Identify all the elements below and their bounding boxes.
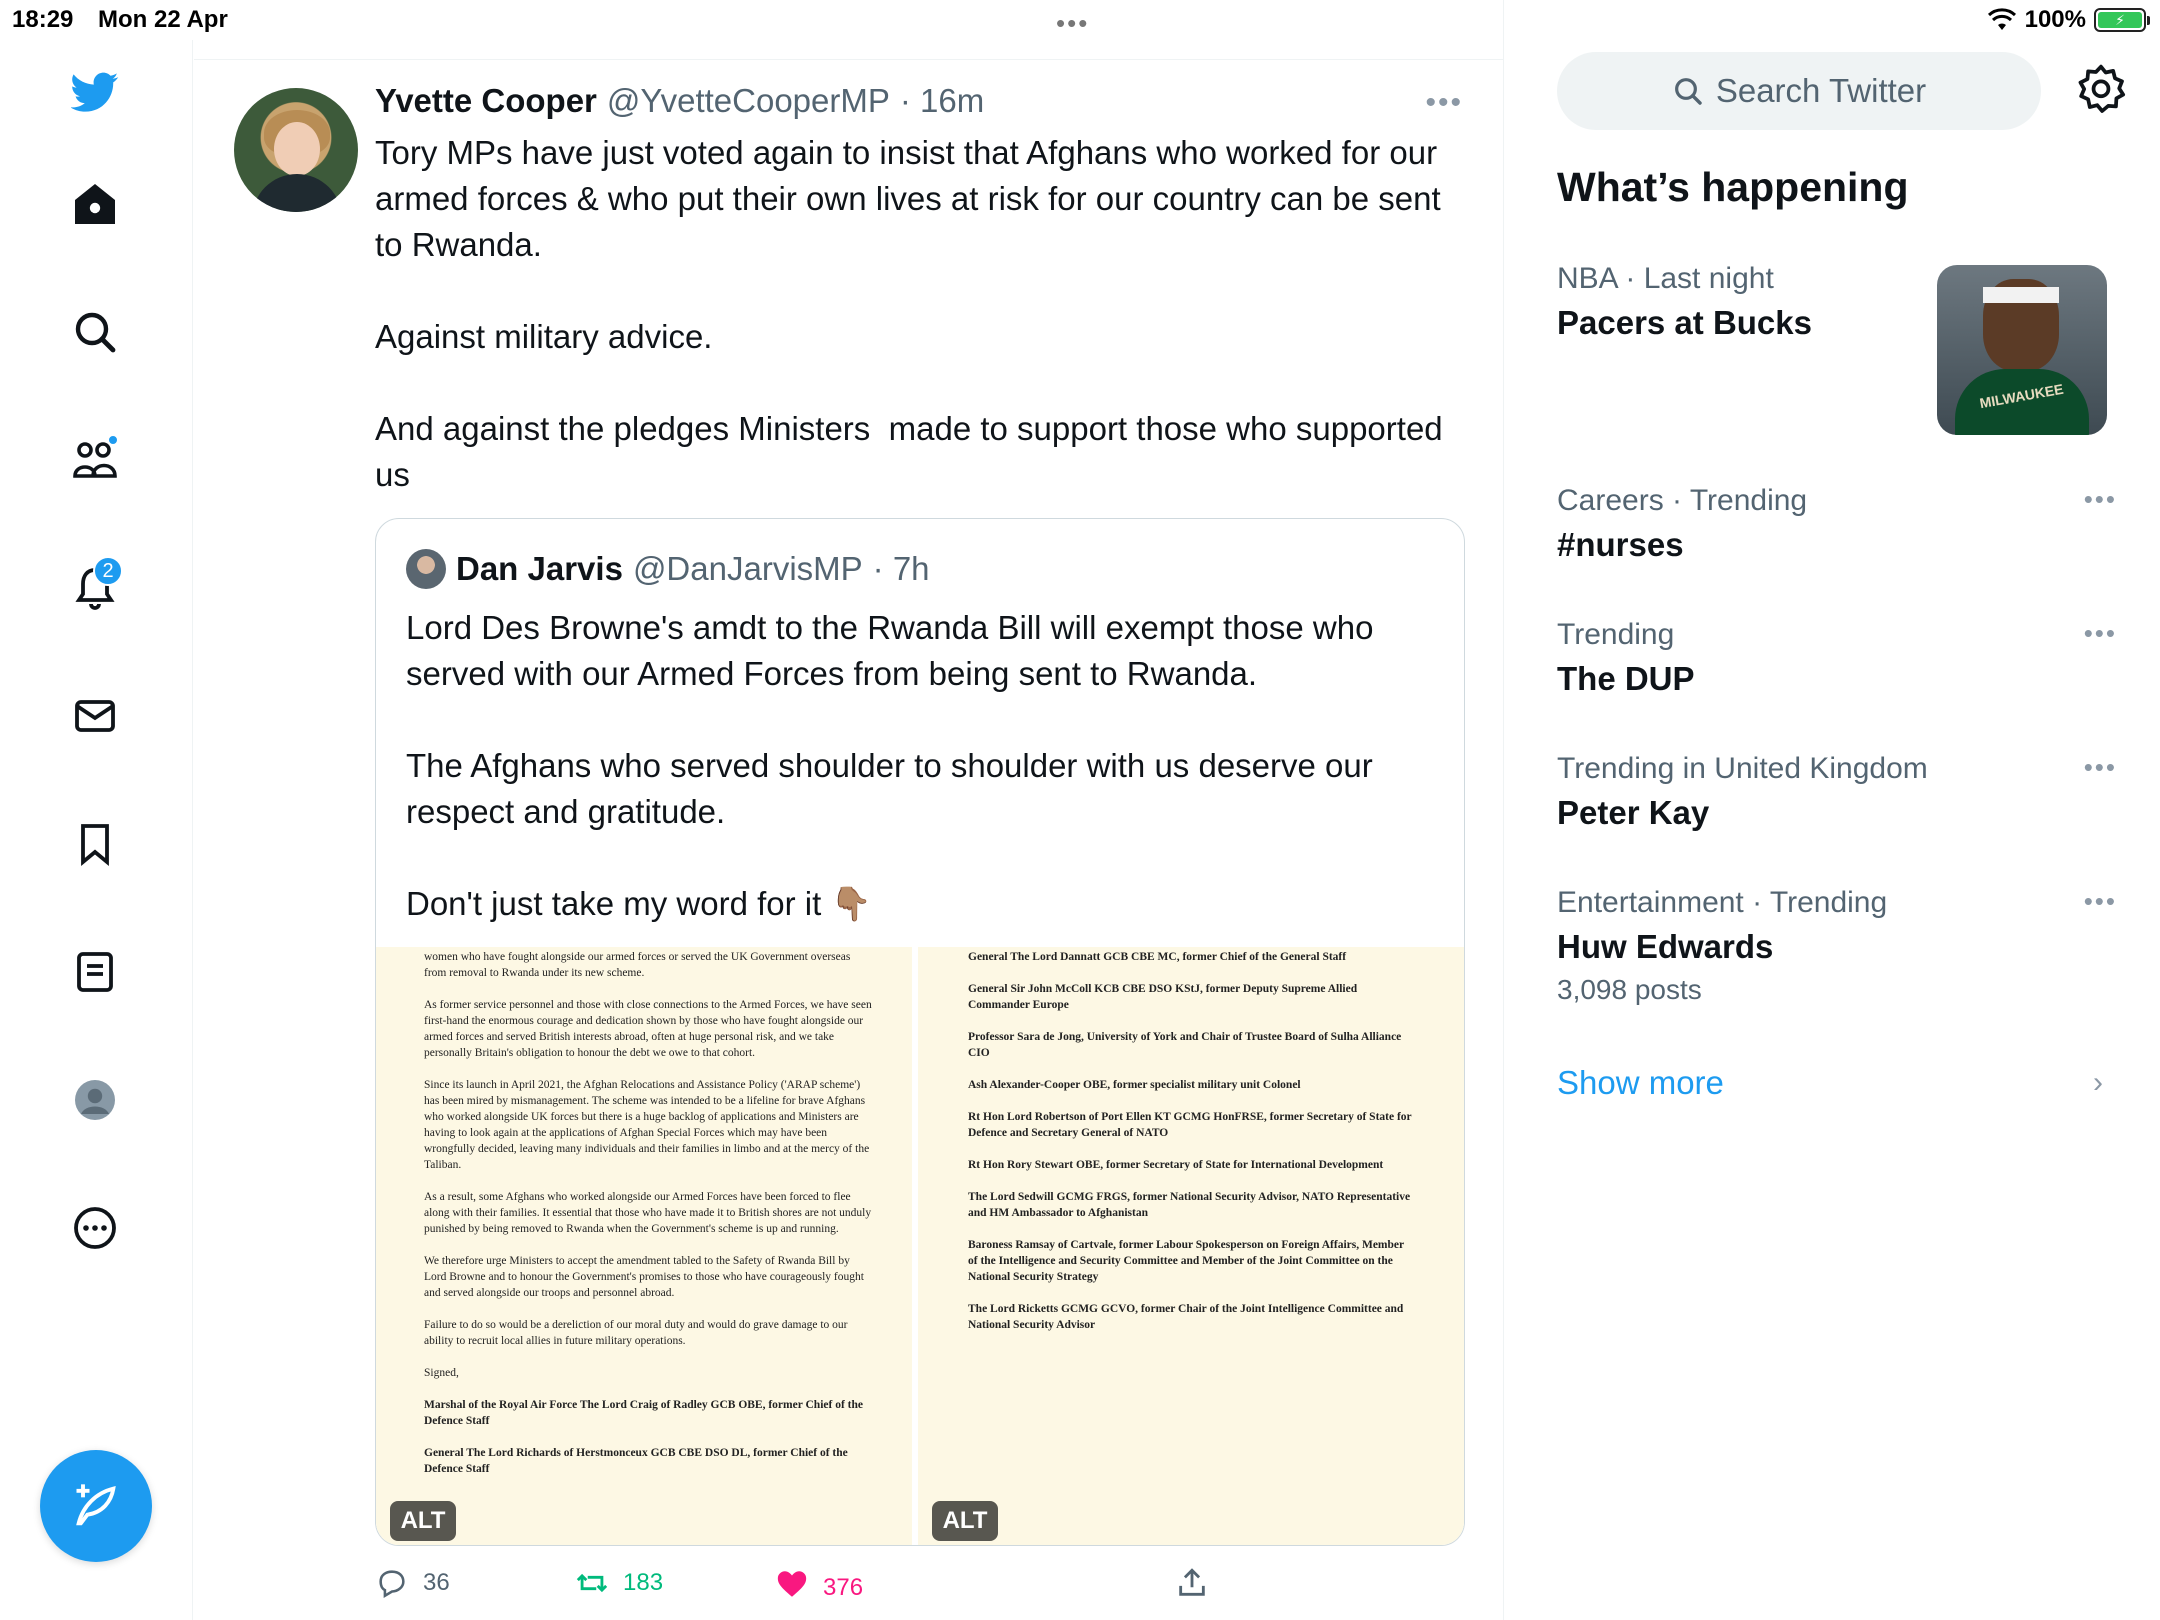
tweet-more-icon[interactable]: ••• — [1425, 86, 1463, 119]
quote-time: · 7h — [872, 550, 930, 587]
letter-right-p8: The Lord Ricketts GCMG GCVO, former Chair of the Joint Intelligence Committee and National Security Advisor — [968, 1303, 1404, 1331]
trend-meta: Entertainment · Trending — [1557, 886, 1888, 919]
like-count: 376 — [823, 1574, 864, 1601]
show-more-link[interactable]: Show more — [1557, 1064, 1724, 1101]
search-input[interactable] — [1557, 52, 2041, 130]
letter-left-p2: Since its launch in April 2021, the Afghan Relocations and Assistance Policy ('ARAP scheme') has been mired by mismanagement. The scheme was intended to be a lifeline for brave Afghans who worked alongside UK forces but there is a huge backlog of applications and Ministers are having to look again at the applications of Afghan Special Forces which may have been wrongfully decided, leaving many individuals and their families in limbo and at the mercy of the Taliban. — [424, 1079, 870, 1171]
quote-author-handle: @DanJarvisMP — [632, 550, 863, 587]
trend-meta: Trending — [1557, 618, 1675, 651]
quote-header — [406, 549, 930, 589]
search-placeholder: Search Twitter — [1715, 72, 1927, 109]
feather-plus-icon — [70, 1480, 122, 1532]
letter-image-left[interactable] — [376, 947, 912, 1546]
main-topbar-divider — [194, 40, 1504, 60]
twitter-logo-icon[interactable] — [63, 60, 127, 124]
letter-right-p2: Professor Sara de Jong, University of York and Chair of Trustee Board of Sulha Alliance CIO — [968, 1031, 1402, 1059]
trend-title: #nurses — [1557, 526, 1684, 563]
letter-left-p5: Failure to do so would be a dereliction of our moral duty and would do grave damage to our ability to recruit local allies in future military operations. — [424, 1319, 848, 1347]
trend-more-icon[interactable]: ••• — [2083, 752, 2117, 782]
heart-icon — [775, 1567, 809, 1601]
trend-more-icon[interactable]: ••• — [2083, 484, 2117, 514]
status-time: 18:29 — [12, 6, 74, 33]
search-icon[interactable] — [63, 300, 127, 364]
reply-count: 36 — [423, 1569, 450, 1596]
trend-item[interactable] — [1557, 484, 2117, 564]
trend-item[interactable] — [1557, 886, 2117, 1006]
gear-icon[interactable] — [2073, 62, 2129, 118]
author-avatar[interactable] — [234, 88, 358, 212]
notifications-badge: 2 — [93, 556, 123, 586]
letter-image-right[interactable] — [918, 947, 1465, 1546]
share-button[interactable] — [1175, 1566, 1209, 1600]
profile-icon[interactable] — [63, 1068, 127, 1132]
left-nav — [0, 40, 193, 1620]
like-button[interactable] — [775, 1566, 863, 1602]
communities-icon[interactable] — [63, 428, 127, 492]
trend-meta: Careers · Trending — [1557, 484, 1808, 517]
trend-title: Peter Kay — [1557, 794, 1710, 831]
notifications-icon[interactable] — [63, 556, 127, 620]
quote-author-avatar — [406, 549, 446, 589]
battery-icon: ⚡ — [2094, 8, 2146, 32]
retweet-button[interactable] — [575, 1566, 663, 1600]
home-icon[interactable] — [63, 172, 127, 236]
bookmarks-icon[interactable] — [63, 812, 127, 876]
trend-more-icon[interactable]: ••• — [2083, 618, 2117, 648]
compose-tweet-button[interactable] — [40, 1450, 152, 1562]
quote-images — [376, 947, 1465, 1546]
quote-text: Lord Des Browne's amdt to the Rwanda Bill will exempt those who served with our Armed Forces from being sent to Rwanda. The Afghans who served shoulder to shoulder with us deserve our respect and gratitude. Don't just take my word for it 👇🏽 — [406, 609, 1374, 922]
status-date: Mon 22 Apr — [98, 6, 228, 33]
letter-left-p7: Marshal of the Royal Air Force The Lord Craig of Radley GCB OBE, former Chief of the Defence Staff — [424, 1399, 863, 1427]
chevron-right-icon[interactable]: › — [2093, 1066, 2103, 1099]
tweet-time[interactable]: · 16m — [899, 82, 985, 119]
trend-title: The DUP — [1557, 660, 1695, 697]
letter-left-p6: Signed, — [424, 1367, 459, 1379]
letter-left-p0: women who have fought alongside our armed forces or served the UK Government overseas from removal to Rwanda under its new scheme. — [424, 951, 851, 979]
quote-author-name: Dan Jarvis — [456, 550, 623, 587]
letter-left-p1: As former service personnel and those with close connections to the Armed Forces, we have seen first-hand the enormous courage and dedication shown by those who have fought alongside our armed forces and served British interests abroad, often at huge personal risk, and we take personally Britain's obligation to honour the debt we owe to that cohort. — [424, 999, 872, 1059]
trend-title: Pacers at Bucks — [1557, 304, 1812, 341]
search-icon — [1672, 75, 1704, 107]
letter-right-p5: Rt Hon Rory Stewart OBE, former Secretary of State for International Development — [968, 1159, 1384, 1171]
whats-happening-heading: What’s happening — [1557, 164, 1909, 210]
tweet-header — [375, 82, 984, 120]
share-icon — [1175, 1566, 1209, 1600]
retweet-count: 183 — [623, 1569, 664, 1596]
letter-right-p6: The Lord Sedwill GCMG FRGS, former National Security Advisor, NATO Representative and HM Ambassador to Afghanistan — [968, 1191, 1411, 1219]
letter-left-p3: As a result, some Afghans who worked alongside our Armed Forces have been forced to flee along with their families. It essential that those who have made it to British shores are not unduly punished by being removed to Rwanda when the Government's scheme is up and running. — [424, 1191, 872, 1235]
letter-right-p7: Baroness Ramsay of Cartvale, former Labour Spokesperson on Foreign Affairs, Member of the Intelligence and Security Committee and Member of the Joint Committee on the National Security Strategy — [968, 1239, 1404, 1283]
trend-title: Huw Edwards — [1557, 928, 1774, 965]
author-name[interactable]: Yvette Cooper — [375, 82, 597, 119]
messages-icon[interactable] — [63, 684, 127, 748]
trend-meta: Trending in United Kingdom — [1557, 752, 1928, 785]
alt-badge-left[interactable]: ALT — [390, 1501, 456, 1541]
reply-icon — [375, 1566, 409, 1600]
tweet-actions — [375, 1566, 1475, 1606]
jersey-text: MILWAUKEE — [1978, 380, 2065, 412]
letter-right-p3: Ash Alexander-Cooper OBE, former specialist military unit Colonel — [968, 1079, 1301, 1091]
tweet-text: Tory MPs have just voted again to insist that Afghans who worked for our armed forces & who put their own lives at risk for our country can be sent to Rwanda. Against military advice. And against the pledges Ministers made to support those who supported us — [375, 134, 1443, 493]
communities-dot — [107, 434, 119, 446]
battery-percent: 100% — [2024, 6, 2086, 33]
letter-right-p0: General The Lord Dannatt GCB CBE MC, former Chief of the General Staff — [968, 951, 1347, 963]
trend-post-count: 3,098 posts — [1557, 974, 1702, 1005]
trend-item[interactable] — [1557, 752, 2117, 832]
retweet-icon — [575, 1566, 609, 1600]
author-handle[interactable]: @YvetteCooperMP — [606, 82, 890, 119]
lists-icon[interactable] — [63, 940, 127, 1004]
letter-left-p8: General The Lord Richards of Herstmonceux GCB CBE DSO DL, former Chief of the Defence Staff — [424, 1447, 848, 1475]
trend-more-icon[interactable]: ••• — [2083, 886, 2117, 916]
more-circle-icon[interactable] — [63, 1196, 127, 1260]
right-sidebar — [1505, 0, 2160, 1620]
letter-right-p4: Rt Hon Lord Robertson of Port Ellen KT GCMG HonFRSE, former Secretary of State for Defence and Secretary General of NATO — [968, 1111, 1412, 1139]
reply-button[interactable] — [375, 1566, 450, 1600]
letter-right-p1: General Sir John McColl KCB CBE DSO KStJ, former Deputy Supreme Allied Commander Europe — [968, 983, 1358, 1011]
alt-badge-right[interactable]: ALT — [932, 1501, 998, 1541]
main-column — [194, 0, 1504, 1620]
multitasking-dots-icon[interactable]: ••• — [1056, 8, 1090, 38]
trend-item[interactable] — [1557, 618, 2117, 698]
trend-thumbnail[interactable] — [1937, 265, 2107, 435]
letter-left-p4: We therefore urge Ministers to accept the amendment tabled to the Safety of Rwanda Bill by Lord Browne and to honour the Government's promises to those who have courageously fought and served alongside our troops and personnel abroad. — [424, 1255, 864, 1299]
quoted-tweet[interactable] — [375, 518, 1465, 1546]
trend-meta: NBA · Last night — [1557, 262, 1774, 295]
